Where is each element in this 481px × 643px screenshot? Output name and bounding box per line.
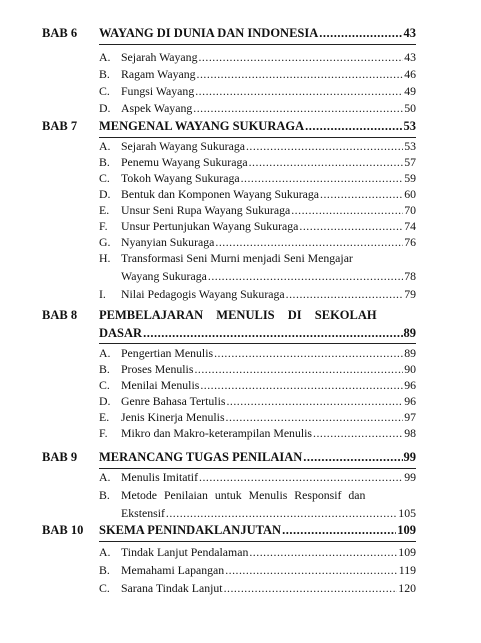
chapter-label: BAB 10 [42, 523, 84, 537]
entry-letter: B. [99, 488, 110, 502]
chapter-rule [99, 137, 416, 138]
entry-page: 43 [404, 50, 416, 64]
entry-page: 79 [404, 287, 416, 301]
dot-leader [214, 346, 403, 360]
dot-leader [320, 187, 403, 201]
entry-title: Penemu Wayang Sukuraga [121, 155, 248, 169]
entry-title: Nyanyian Sukuraga [121, 235, 215, 249]
entry-letter: A. [99, 545, 111, 559]
entry-letter: C. [99, 84, 110, 98]
chapter-title: WAYANG DI DUNIA DAN INDONESIA [99, 26, 319, 40]
entry-title: Sejarah Wayang Sukuraga [121, 139, 245, 153]
entry-title-line1: Transformasi Seni Murni menjadi Seni Mengajar [121, 251, 353, 265]
chapter-title: DASAR [99, 326, 143, 340]
chapter-heading[interactable] [99, 326, 416, 341]
dot-leader [193, 101, 403, 115]
entry-letter: B. [99, 362, 110, 376]
entry-page: 120 [398, 581, 416, 595]
dot-leader [249, 545, 397, 559]
dot-leader [319, 26, 402, 41]
dot-leader [226, 410, 404, 424]
entry-title: Aspek Wayang [121, 101, 193, 115]
entry-page: 96 [404, 394, 416, 408]
toc-entry[interactable] [99, 251, 416, 285]
entry-page: 89 [404, 346, 416, 360]
entry-title: Tindak Lanjut Pendalaman [121, 545, 249, 559]
dot-leader [246, 139, 403, 153]
dot-leader [225, 563, 398, 577]
entry-letter: B. [99, 67, 110, 81]
entry-title: Tokoh Wayang Sukuraga [121, 171, 240, 185]
entry-page: 76 [404, 235, 416, 249]
entry-title: Pengertian Menulis [121, 346, 214, 360]
dot-leader [199, 470, 403, 484]
dot-leader [305, 119, 402, 134]
entry-letter: A. [99, 50, 111, 64]
entry-page: 78 [404, 269, 416, 283]
entry-title: Genre Bahasa Tertulis [121, 394, 226, 408]
chapter-page: 53 [403, 119, 416, 133]
toc-entry[interactable] [99, 488, 416, 522]
entry-letter: C. [99, 378, 110, 392]
entry-letter: D. [99, 187, 111, 201]
entry-letter: I. [99, 287, 106, 301]
entry-page: 50 [404, 101, 416, 115]
dot-leader [286, 287, 404, 301]
entry-page: 99 [404, 470, 416, 484]
entry-page: 49 [404, 84, 416, 98]
entry-page: 119 [398, 563, 416, 577]
entry-letter: E. [99, 410, 110, 424]
dot-leader [313, 426, 403, 440]
entry-title: Jenis Kinerja Menulis [121, 410, 225, 424]
dot-leader [226, 394, 403, 408]
chapter-rule [99, 343, 416, 344]
dot-leader [194, 362, 403, 376]
dot-leader [198, 50, 403, 64]
entry-letter: G. [99, 235, 111, 249]
entry-page: 46 [404, 67, 416, 81]
entry-page: 70 [404, 203, 416, 217]
entry-page: 57 [404, 155, 416, 169]
entry-title-line1: Metode Penilaian untuk Menulis Responsif dan [121, 488, 366, 502]
chapter-label: BAB 7 [42, 119, 78, 133]
chapter-rule [99, 44, 416, 45]
entry-title: Sarana Tindak Lanjut [121, 581, 223, 595]
chapter-rule [99, 468, 416, 469]
entry-title: Mikro dan Makro-keterampilan Menulis [121, 426, 312, 440]
dot-leader [303, 450, 402, 465]
entry-letter: D. [99, 101, 111, 115]
entry-title: Menilai Menulis [121, 378, 200, 392]
entry-title: Sejarah Wayang [121, 50, 198, 64]
chapter-label: BAB 8 [42, 308, 78, 322]
entry-letter: H. [99, 251, 111, 265]
dot-leader [291, 203, 403, 217]
entry-page: 59 [404, 171, 416, 185]
chapter-title: SKEMA PENINDAKLANJUTAN [99, 523, 282, 537]
chapter-heading[interactable] [99, 119, 416, 134]
dot-leader [215, 235, 403, 249]
chapter-title-line1: PEMBELAJARAN MENULIS DI SEKOLAH [99, 308, 377, 322]
entry-title: Ragam Wayang [121, 67, 196, 81]
chapter-page: 109 [397, 523, 416, 537]
chapter-heading[interactable] [99, 523, 416, 538]
entry-title: Proses Menulis [121, 362, 194, 376]
entry-page: 96 [404, 378, 416, 392]
entry-letter: A. [99, 346, 111, 360]
entry-title: Wayang Sukuraga [121, 269, 207, 283]
entry-letter: D. [99, 394, 111, 408]
dot-leader [224, 581, 398, 595]
entry-title: Ekstensif [121, 506, 165, 520]
entry-letter: F. [99, 219, 108, 233]
chapter-heading[interactable] [99, 26, 416, 41]
entry-letter: F. [99, 426, 108, 440]
entry-title: Memahami Lapangan [121, 563, 225, 577]
dot-leader [249, 155, 404, 169]
entry-title: Menulis Imitatif [121, 470, 198, 484]
entry-page: 53 [404, 139, 416, 153]
entry-title: Bentuk dan Komponen Wayang Sukuraga [121, 187, 320, 201]
dot-leader [241, 171, 404, 185]
entry-letter: E. [99, 203, 110, 217]
dot-leader [143, 326, 402, 341]
entry-page: 105 [398, 506, 416, 520]
chapter-label: BAB 9 [42, 450, 78, 464]
dot-leader [282, 523, 396, 538]
dot-leader [195, 84, 403, 98]
dot-leader [208, 269, 403, 283]
entry-letter: C. [99, 581, 110, 595]
chapter-title: MENGENAL WAYANG SUKURAGA [99, 119, 305, 133]
entry-letter: A. [99, 470, 111, 484]
chapter-title: MERANCANG TUGAS PENILAIAN [99, 450, 303, 464]
entry-title: Unsur Pertunjukan Wayang Sukuraga [121, 219, 299, 233]
chapter-heading[interactable] [99, 450, 416, 465]
entry-letter: B. [99, 155, 110, 169]
dot-leader [166, 506, 397, 520]
chapter-rule [99, 541, 416, 542]
entry-letter: C. [99, 171, 110, 185]
chapter-label: BAB 6 [42, 26, 78, 40]
chapter-page: 99 [403, 450, 416, 464]
entry-page: 74 [404, 219, 416, 233]
dot-leader [200, 378, 403, 392]
entry-title: Unsur Seni Rupa Wayang Sukuraga [121, 203, 291, 217]
entry-page: 98 [404, 426, 416, 440]
entry-title: Nilai Pedagogis Wayang Sukuraga [121, 287, 285, 301]
entry-letter: B. [99, 563, 110, 577]
entry-page: 60 [404, 187, 416, 201]
entry-letter: A. [99, 139, 111, 153]
entry-page: 97 [404, 410, 416, 424]
entry-page: 90 [404, 362, 416, 376]
dot-leader [299, 219, 403, 233]
entry-title: Fungsi Wayang [121, 84, 195, 98]
chapter-page: 43 [403, 26, 416, 40]
dot-leader [197, 67, 404, 81]
chapter-heading-line1[interactable] [99, 308, 416, 323]
chapter-page: 89 [403, 326, 416, 340]
entry-page: 109 [398, 545, 416, 559]
